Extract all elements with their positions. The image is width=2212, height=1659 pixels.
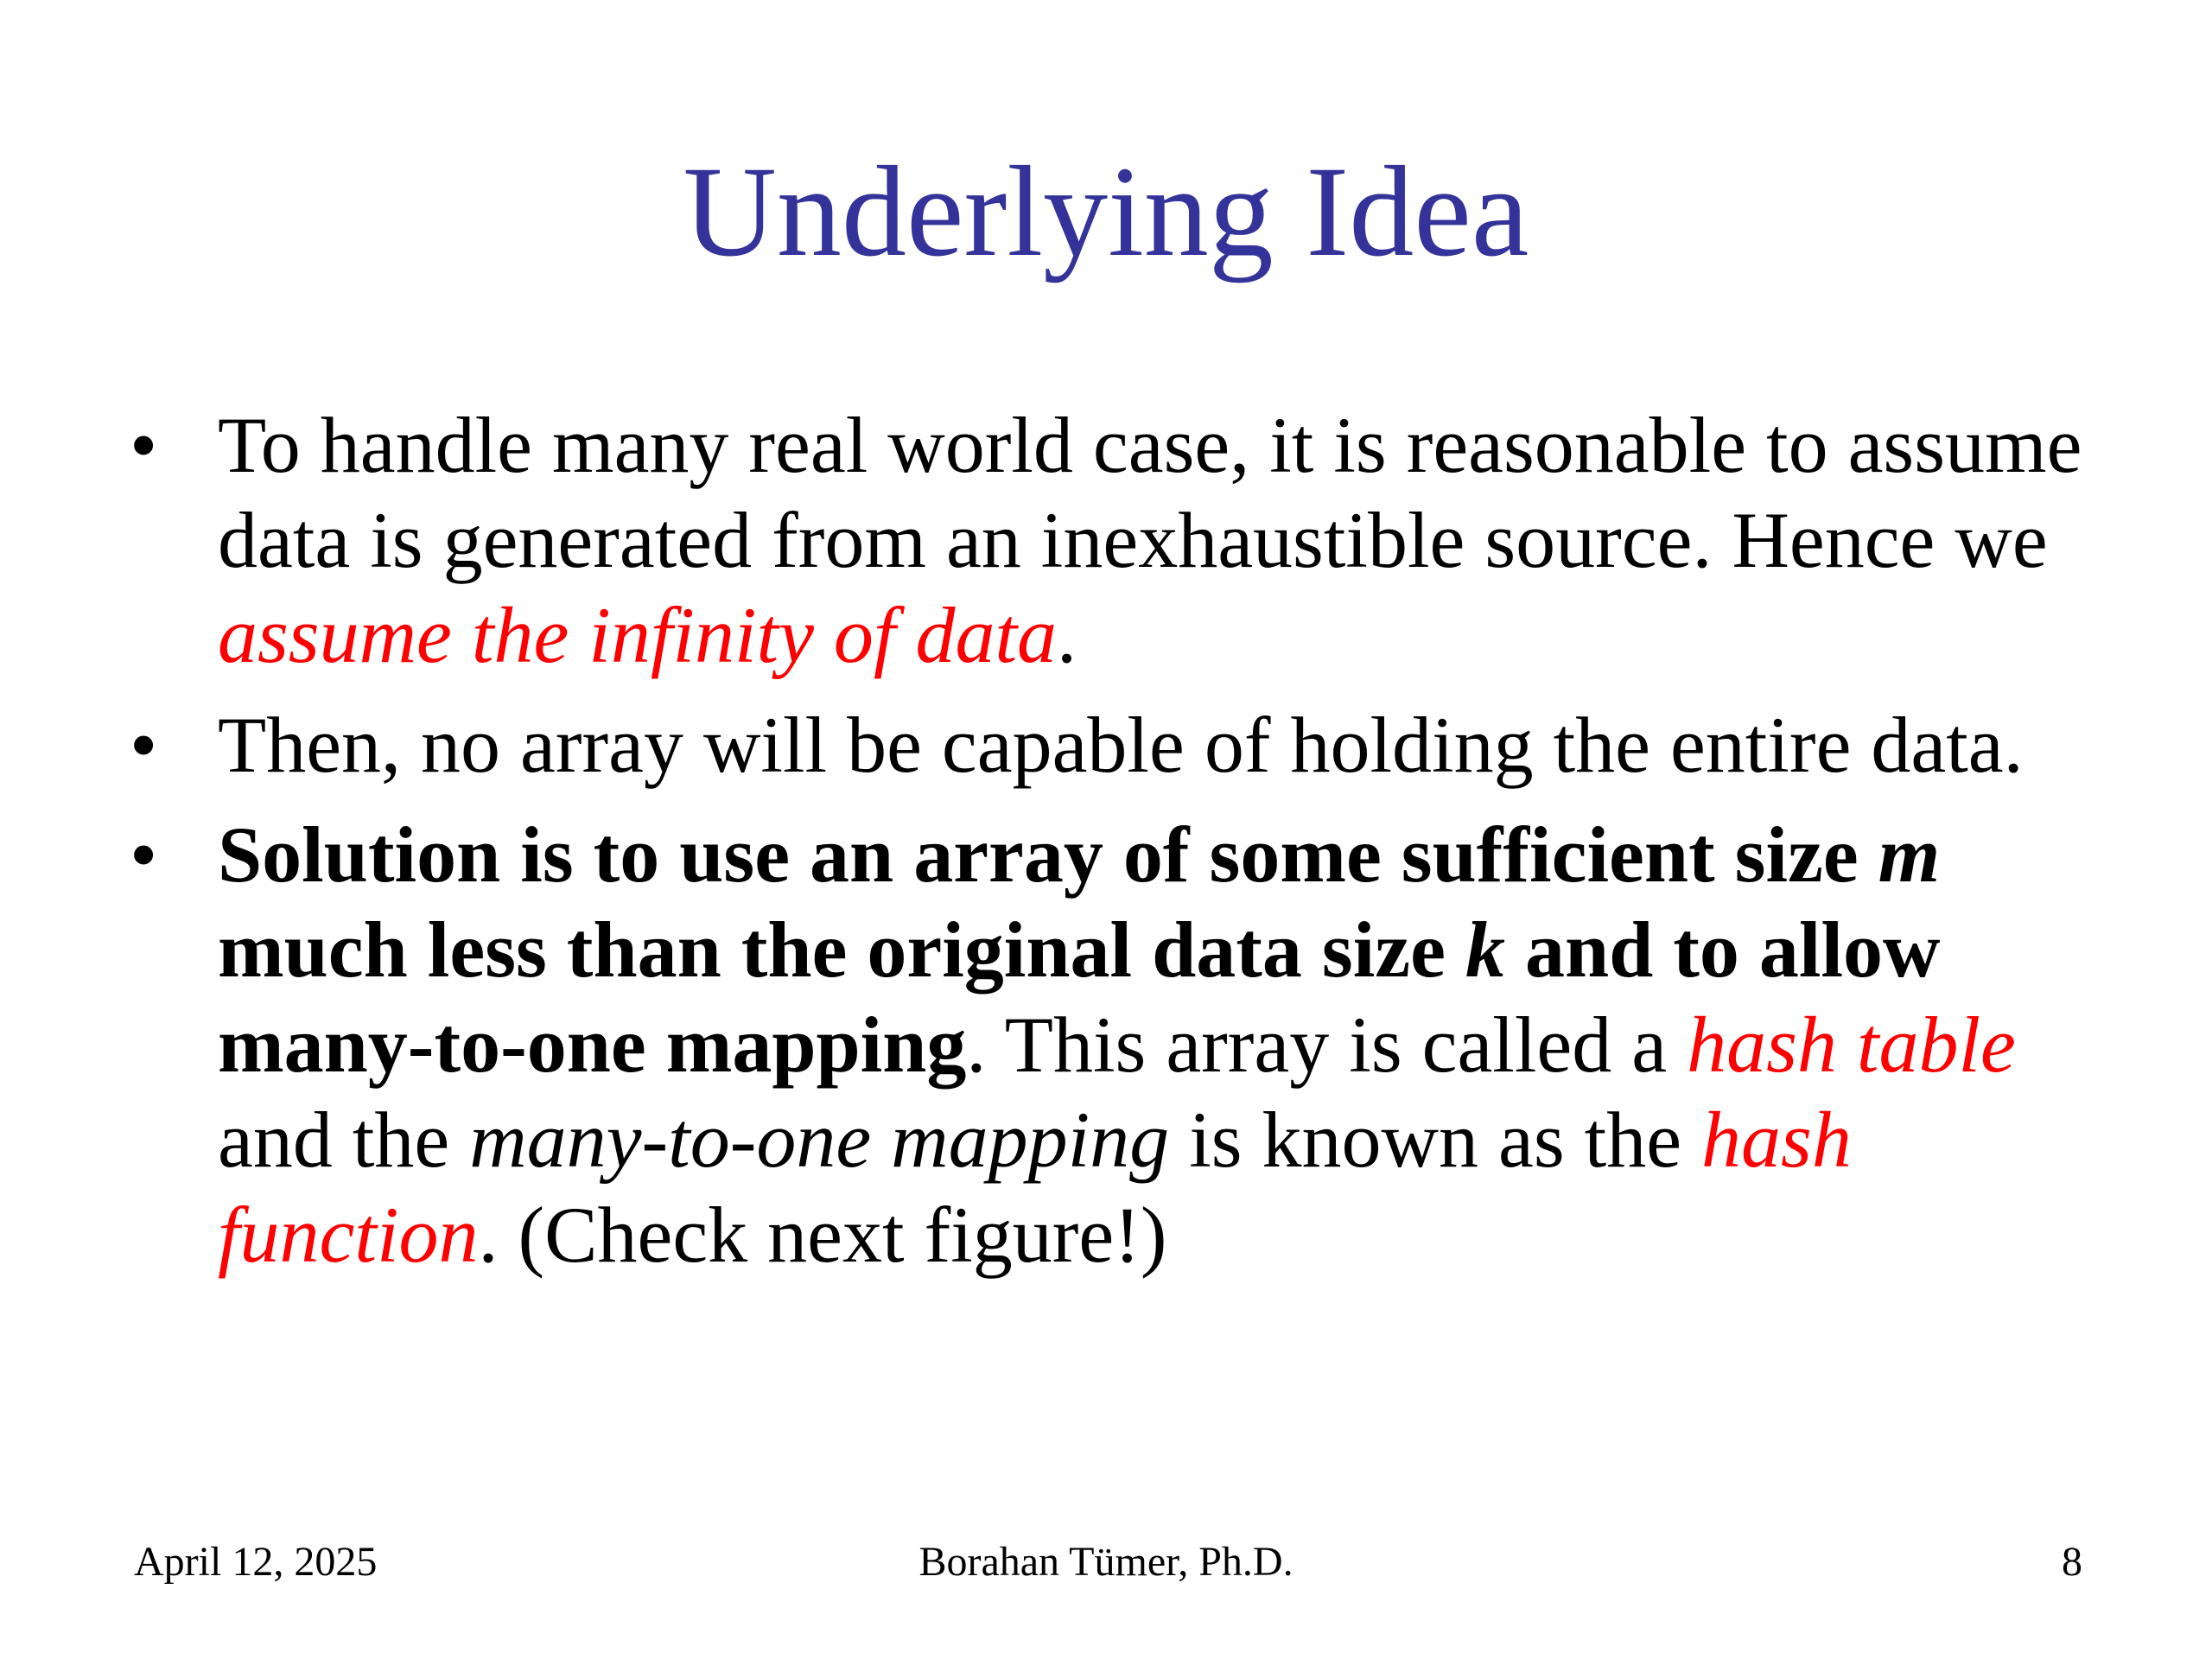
bullet-3-text-1: . This array is called a — [966, 1001, 1688, 1089]
bullet-1-period: . — [1057, 591, 1077, 679]
bullet-3-bold-text-3: and to allow many-to-one mapping — [218, 906, 1941, 1089]
bullet-1-emphasis: assume the infinity of data — [218, 591, 1058, 679]
hash-table-term: hash table — [1687, 1001, 2016, 1089]
bullet-3-bold-text: Solution is to use an array of some sufficient size — [218, 810, 1878, 899]
bullet-3-text-2: and the — [218, 1096, 470, 1184]
footer-date: April 12, 2025 — [134, 1539, 378, 1585]
bullet-2-text: Then, no array will be capable of holding the entire data. — [218, 701, 2024, 789]
variable-k: k — [1465, 906, 1505, 994]
bullet-marker: • — [130, 810, 158, 899]
variable-m: m — [1878, 810, 1941, 899]
bullet-3-bold-text-2: much less than the original data size — [218, 906, 1465, 994]
bullet-item-3 — [130, 807, 2117, 1282]
bullet-marker: • — [130, 701, 158, 789]
page-number: 8 — [2062, 1539, 2082, 1585]
bullet-3-text-4: . (Check next figure!) — [478, 1191, 1167, 1279]
bullet-3-text-3: is known as the — [1169, 1096, 1702, 1184]
many-to-one-mapping-term: many-to-one mapping — [469, 1096, 1170, 1184]
bullet-1-text: To handle many real world case, it is reasonable to assume data is generated from an inexhaustible source. Hence we — [218, 401, 2082, 584]
slide-title: Underlying Idea — [683, 140, 1529, 283]
bullet-marker: • — [130, 401, 158, 489]
footer-author: Borahan Tümer, Ph.D. — [918, 1539, 1294, 1585]
bullet-item-1 — [130, 397, 2117, 683]
bullet-list — [130, 397, 2117, 1297]
hash-function-term: hash function — [218, 1096, 1852, 1279]
bullet-item-2 — [130, 697, 2117, 792]
